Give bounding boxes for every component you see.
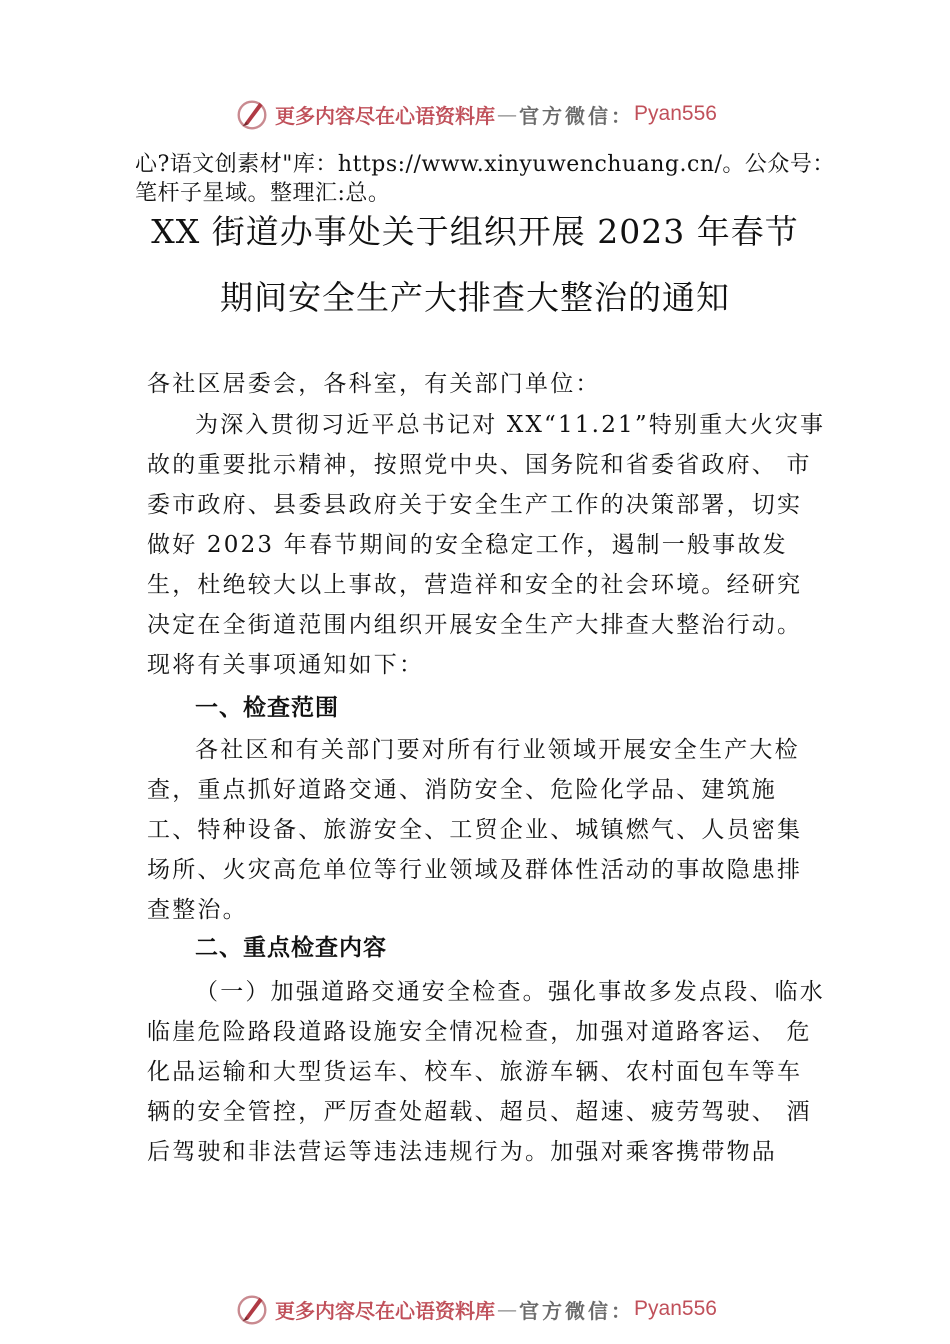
greeting: 各社区居委会，各科室，有关部门单位：	[147, 371, 601, 397]
footer-banner-dash: —	[497, 1297, 518, 1321]
footer-banner	[0, 1289, 950, 1329]
document-title-line-1: XX 街道办事处关于组织开展 2023 年春节	[151, 212, 799, 251]
header-banner	[0, 94, 950, 134]
quill-pen-logo-icon	[233, 95, 271, 133]
banner-dash: —	[497, 102, 518, 126]
footer-banner-weixin-id: Pyan556	[634, 1297, 717, 1320]
section-heading-key-content: 二、重点检查内容	[195, 935, 387, 961]
paragraph-intro: 为深入贯彻习近平总书记对 XX“11.21”特别重大火灾事故的重要批示精神，按照党中央、国务院和省委省政府、 市委市政府、县委县政府关于安全生产工作的决策部署，切实做好 2023 年春节期间的安全稳定工作，遏制一般事故发生，杜绝较大以上事故，营造祥和安全的社会环境。经研究决定在全街道范围内组织开展安全生产大排查大整治行动。 现将有关事项通知如下：	[147, 412, 826, 678]
source-note: 心?语文创素材"库：https://www.xinyuwenchuang.cn/。公众号：笔杆子星域。整理汇:总。	[135, 152, 835, 206]
banner-weixin-id: Pyan556	[634, 102, 717, 125]
paragraph-road-safety-lead: （一）加强道路交通安全检查。	[195, 979, 548, 1005]
paragraph-scope: 各社区和有关部门要对所有行业领域开展安全生产大检查，重点抓好道路交通、消防安全、危险化学品、建筑施工、特种设备、旅游安全、工贸企业、城镇燃气、人员密集场所、火灾高危单位等行业领域及群体性活动的事故隐患排查整治。	[147, 737, 803, 923]
quill-pen-logo-icon	[233, 1290, 271, 1328]
section-heading-scope: 一、检查范围	[195, 695, 339, 721]
document-title-line-2: 期间安全生产大排查大整治的通知	[220, 278, 730, 317]
banner-weixin-label: 官方微信：	[519, 103, 635, 128]
paragraph-road-safety	[147, 972, 827, 1172]
paragraph-road-safety-text: 强化事故多发点段、临水临崖危险路段道路设施安全情况检查，加强对道路客运、 危化品运输和大型货运车、校车、旅游车辆、农村面包车等车辆的安全管控，严厉查处超载、超员、超速、疲劳驾驶、 酒后驾驶和非法营运等违法违规行为。加强对乘客携带物品	[147, 979, 826, 1165]
footer-banner-main-text: 更多内容尽在心语资料库	[275, 1298, 496, 1323]
footer-banner-weixin-label: 官方微信：	[519, 1298, 635, 1323]
banner-main-text: 更多内容尽在心语资料库	[275, 103, 496, 128]
